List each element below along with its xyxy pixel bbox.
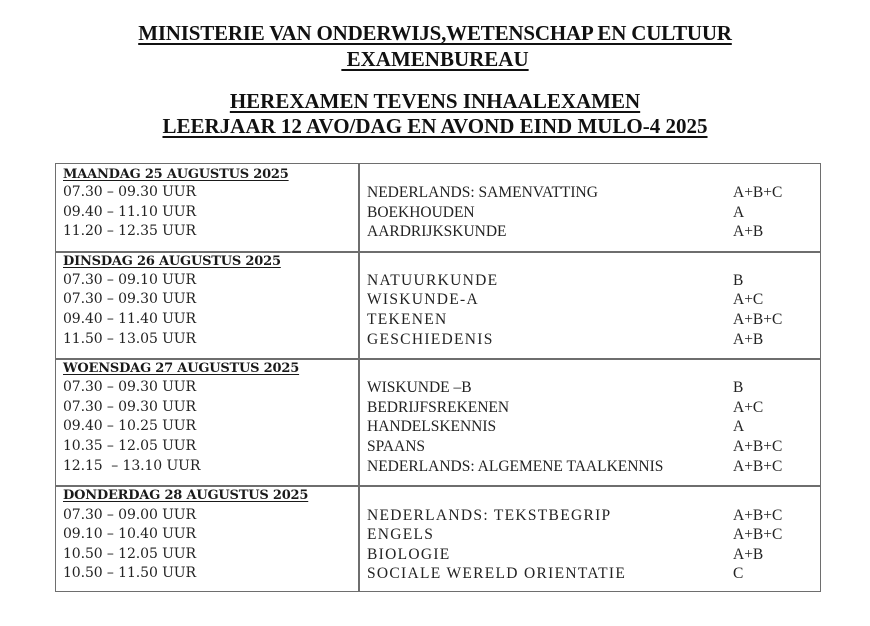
exam-time: 09.40 – 11.10 UUR xyxy=(63,204,196,220)
exam-groups: A+B+C xyxy=(733,458,783,475)
exam-time: 10.35 – 12.05 UUR xyxy=(63,438,196,454)
exam-subject: BIOLOGIE xyxy=(367,546,451,563)
exam-subject: NATUURKUNDE xyxy=(367,272,499,289)
exam-time: 09.40 – 11.40 UUR xyxy=(63,311,196,327)
exam-time: 10.50 – 11.50 UUR xyxy=(63,565,196,581)
bureau-title: EXAMENBUREAU xyxy=(341,47,529,71)
exam-subject: SPAANS xyxy=(367,438,426,455)
day-heading: WOENSDAG 27 AUGUSTUS 2025 xyxy=(63,361,300,376)
day-heading: MAANDAG 25 AUGUSTUS 2025 xyxy=(63,167,289,182)
exam-time: 09.10 – 10.40 UUR xyxy=(63,526,196,542)
exam-groups: A+B+C xyxy=(733,507,783,524)
ministry-title: MINISTERIE VAN ONDERWIJS,WETENSCHAP EN CULTUUR xyxy=(138,21,732,45)
exam-time: 07.30 – 09.00 UUR xyxy=(63,507,196,523)
exam-subject: WISKUNDE –B xyxy=(367,379,472,396)
column-divider xyxy=(358,163,360,592)
exam-time: 07.30 – 09.30 UUR xyxy=(63,184,196,200)
exam-time: 09.40 – 10.25 UUR xyxy=(63,418,196,434)
exam-time: 07.30 – 09.10 UUR xyxy=(63,272,196,288)
exam-groups: B xyxy=(733,379,744,396)
exam-subject: BOEKHOUDEN xyxy=(367,204,475,221)
exam-time: 11.50 – 13.05 UUR xyxy=(63,331,196,347)
exam-time: 12.15 – 13.10 UUR xyxy=(63,458,201,474)
exam-time: 11.20 – 12.35 UUR xyxy=(63,223,196,239)
exam-groups: A xyxy=(733,204,745,221)
exam-subject: NEDERLANDS: ALGEMENE TAALKENNIS xyxy=(367,458,664,475)
row-divider xyxy=(55,358,821,360)
exam-subject: NEDERLANDS: TEKSTBEGRIP xyxy=(367,507,612,524)
exam-groups: A+B xyxy=(733,331,764,348)
exam-time: 07.30 – 09.30 UUR xyxy=(63,379,196,395)
exam-groups: A+C xyxy=(733,399,764,416)
day-heading: DINSDAG 26 AUGUSTUS 2025 xyxy=(63,254,281,269)
exam-groups: A+B+C xyxy=(733,184,783,201)
exam-groups: A+C xyxy=(733,291,764,308)
exam-subject: WISKUNDE-A xyxy=(367,291,480,308)
exam-groups: A+B xyxy=(733,546,764,563)
exam-groups: A+B xyxy=(733,223,764,240)
exam-subject: TEKENEN xyxy=(367,311,448,328)
day-heading: DONDERDAG 28 AUGUSTUS 2025 xyxy=(63,488,309,503)
exam-groups: A+B+C xyxy=(733,526,783,543)
exam-subject: AARDRIJKSKUNDE xyxy=(367,223,507,240)
exam-groups: C xyxy=(733,565,744,582)
exam-groups: A xyxy=(733,418,745,435)
exam-subject: SOCIALE WERELD ORIENTATIE xyxy=(367,565,627,582)
exam-subject: ENGELS xyxy=(367,526,435,543)
exam-title: HEREXAMEN TEVENS INHAALEXAMEN xyxy=(229,89,641,113)
exam-subtitle: LEERJAAR 12 AVO/DAG EN AVOND EIND MULO-4 2025 xyxy=(162,114,708,138)
exam-subject: NEDERLANDS: SAMENVATTING xyxy=(367,184,598,201)
exam-time: 10.50 – 12.05 UUR xyxy=(63,546,196,562)
row-divider xyxy=(55,251,821,253)
exam-time: 07.30 – 09.30 UUR xyxy=(63,399,196,415)
exam-time: 07.30 – 09.30 UUR xyxy=(63,291,196,307)
exam-groups: A+B+C xyxy=(733,438,783,455)
exam-groups: A+B+C xyxy=(733,311,783,328)
row-divider xyxy=(55,485,821,487)
exam-subject: GESCHIEDENIS xyxy=(367,331,494,348)
exam-groups: B xyxy=(733,272,744,289)
exam-subject: HANDELSKENNIS xyxy=(367,418,497,435)
exam-subject: BEDRIJFSREKENEN xyxy=(367,399,510,416)
